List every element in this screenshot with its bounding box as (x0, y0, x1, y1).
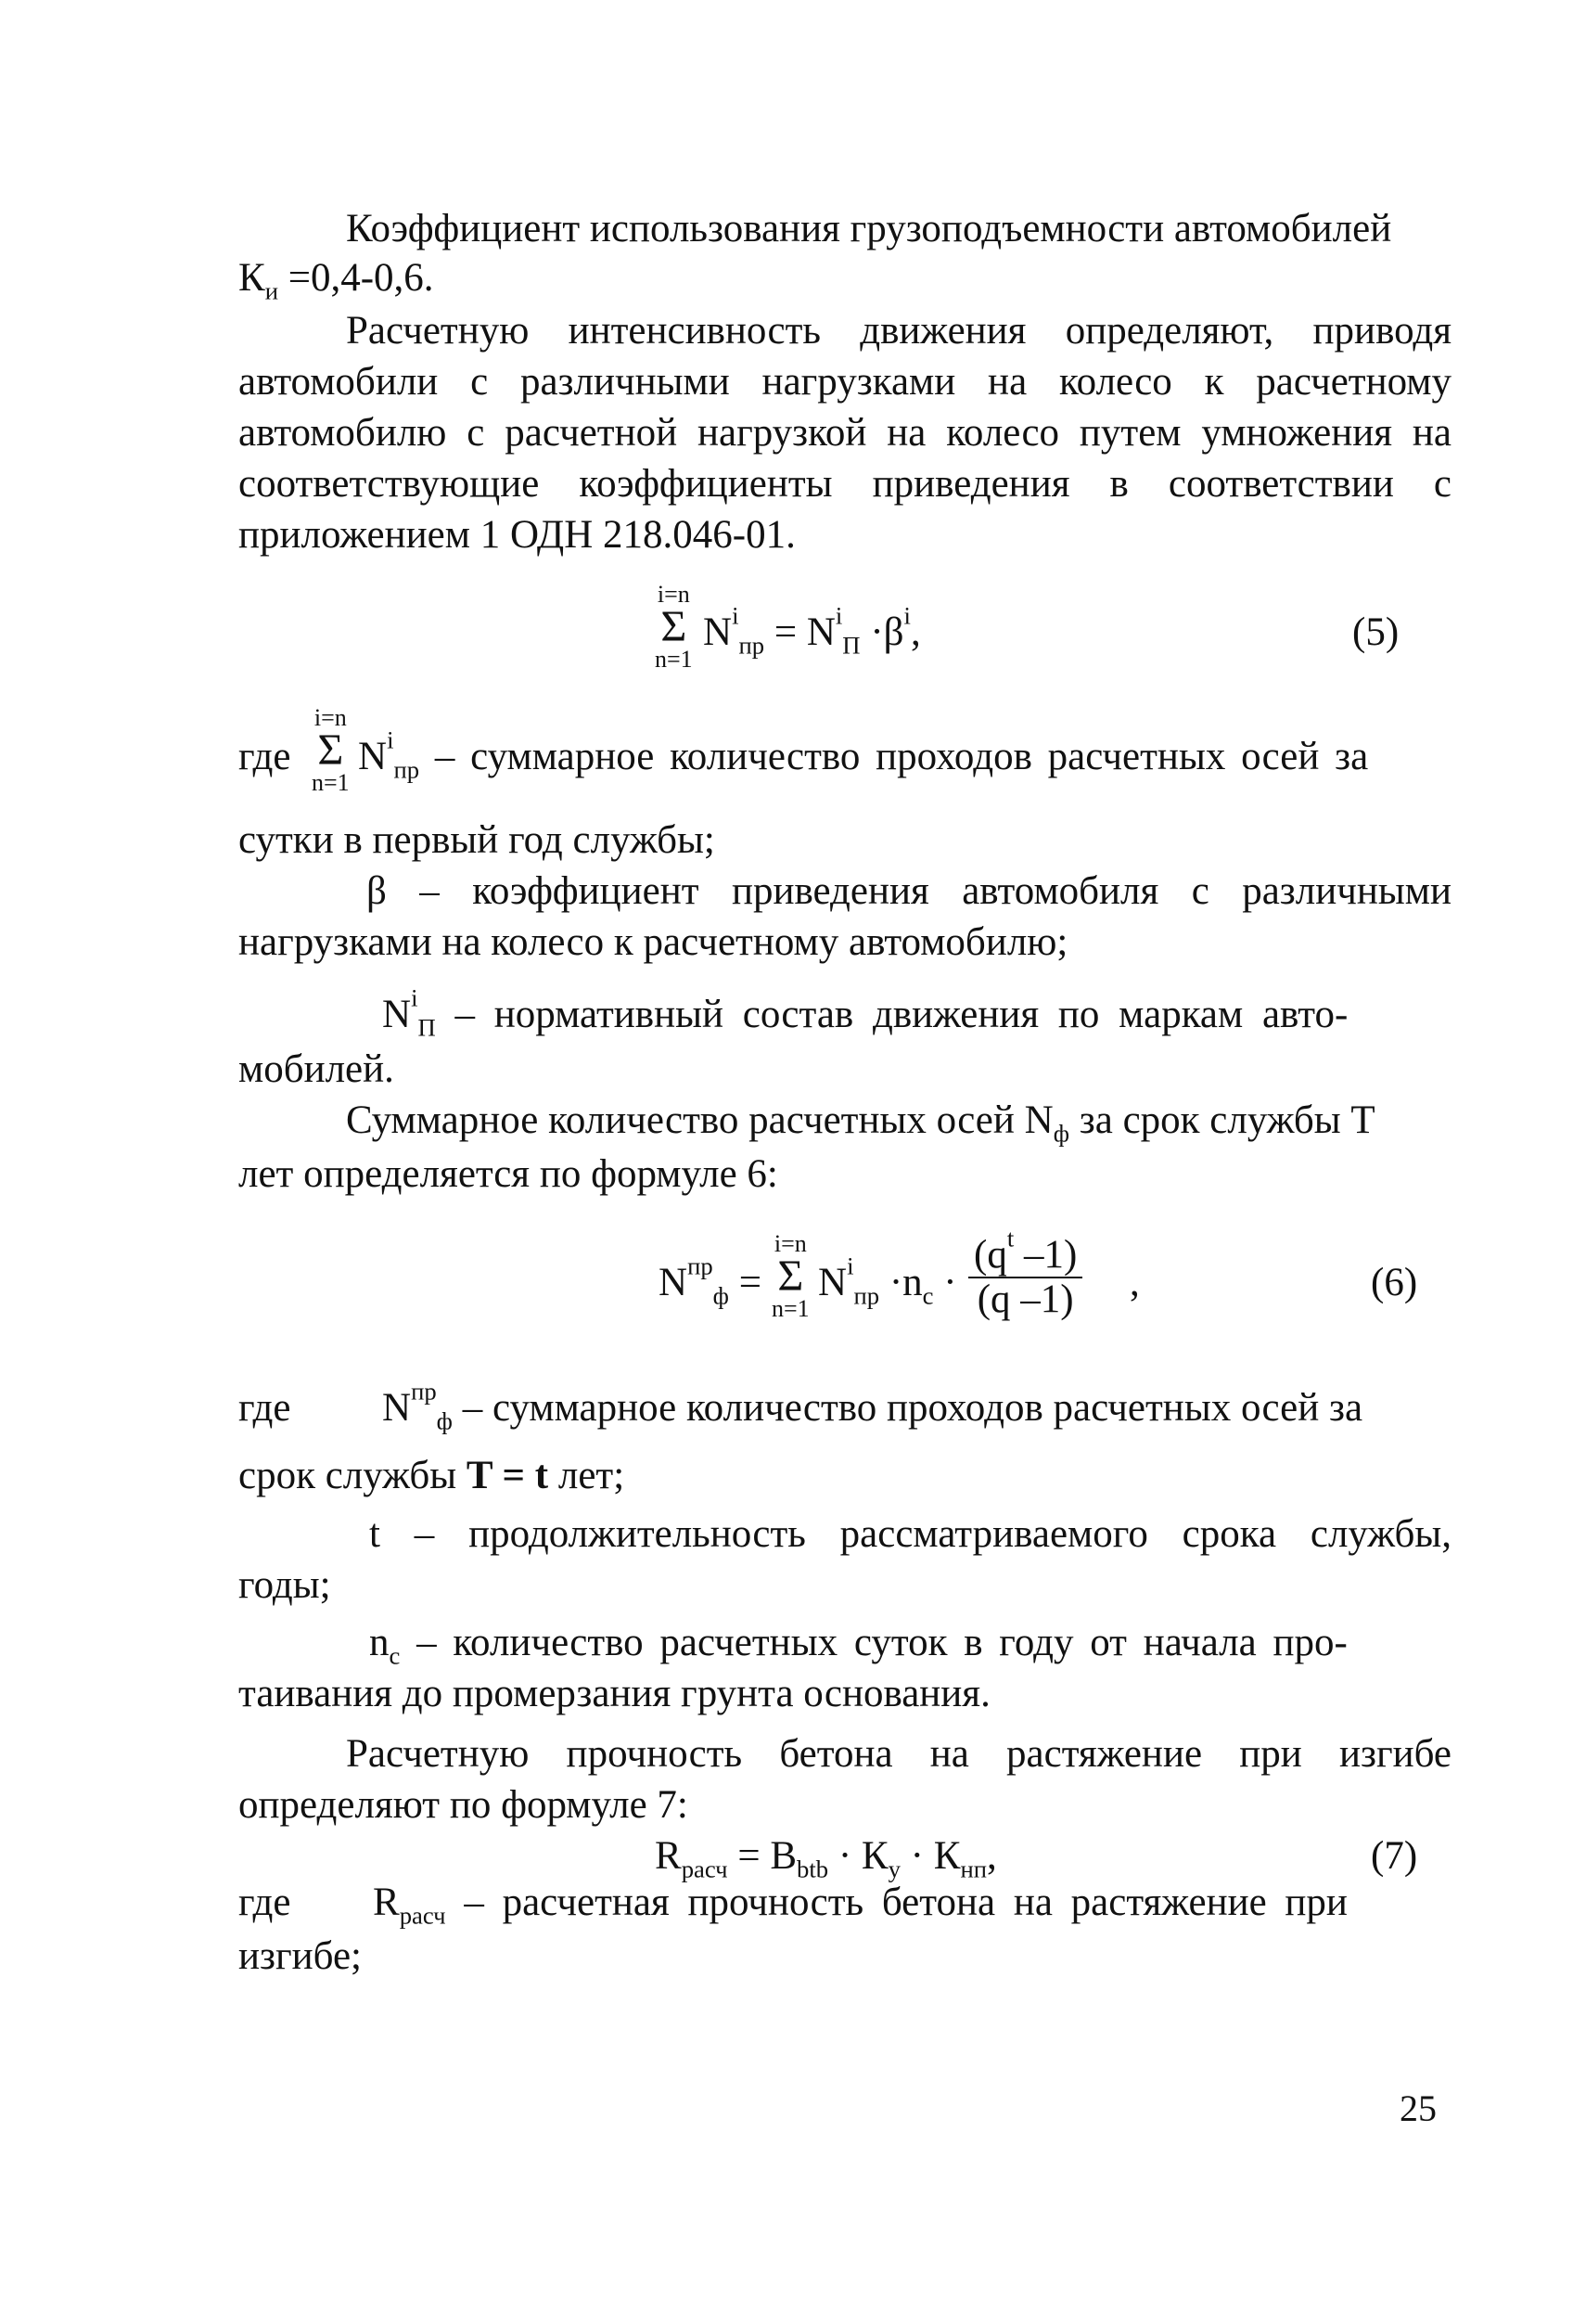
page-number: 25 (1400, 2087, 1437, 2129)
nf-sup: пр (687, 1252, 713, 1280)
n-sup: i (387, 725, 394, 754)
equation-number-7: (7) (1371, 1834, 1418, 1878)
definition-text: – расчетная прочность бетона на растяжение при (445, 1881, 1348, 1924)
sum-symbol: Σ (660, 602, 687, 651)
definition-t-line: t – продолжительность рассматриваемого срока службы, (369, 1512, 1452, 1556)
nf-sup: пр (411, 1377, 437, 1406)
comma: , (910, 610, 921, 654)
paragraph-2-line-4: соответствующие коэффициенты приведения в соответствии с (238, 462, 1452, 506)
multiply-dot: · (943, 1261, 957, 1304)
text: лет; (548, 1454, 625, 1497)
formula-5-sum (655, 583, 693, 672)
nf-sub: ф (712, 1281, 729, 1310)
nf-sub: ф (1053, 1119, 1069, 1148)
definition-sum-line (358, 725, 1452, 784)
formula-5-body (703, 601, 921, 660)
equation-number-6: (6) (1371, 1261, 1418, 1304)
nc-sub: с (922, 1281, 934, 1310)
definition-text: – количество расчетных суток в году от начала про- (400, 1621, 1348, 1664)
nc-symbol: n (369, 1621, 390, 1664)
n-sub: пр (738, 631, 765, 660)
formula-6-sum (772, 1232, 810, 1321)
definition-sum (312, 706, 350, 795)
sum-upper-limit: i=n (774, 1230, 807, 1257)
r-sub: расч (681, 1855, 728, 1883)
text: Суммарное количество расчетных осей N (346, 1098, 1054, 1142)
paragraph-1-line-1: Коэффициент использования грузоподъемности автомобилей (346, 207, 1392, 250)
equation-number-5: (5) (1352, 610, 1400, 654)
nc-symbol: n (902, 1261, 923, 1304)
definition-beta-line: β – коэффициент приведения автомобиля с различными (366, 869, 1452, 913)
n-symbol: N (358, 735, 388, 778)
n-sub: пр (393, 755, 420, 784)
nf-symbol: N (382, 1386, 412, 1430)
b-sub: btb (797, 1855, 829, 1883)
where-label-2: где (238, 1386, 291, 1430)
np-sup: i (835, 601, 843, 630)
sum-lower-limit: n=1 (772, 1295, 810, 1322)
r-symbol: R (373, 1881, 400, 1924)
definition-text: – суммарное количество проходов расчетных осей за (419, 735, 1369, 778)
multiply-dot: · (870, 610, 884, 654)
where-label-3: где (238, 1881, 291, 1924)
n-sub: пр (853, 1281, 880, 1310)
formula-7-body (655, 1832, 997, 1881)
np-sub: П (842, 631, 861, 660)
text: (q (974, 1233, 1007, 1277)
definition-np-cont: мобилей. (238, 1047, 394, 1091)
knp-sub: нп (960, 1855, 987, 1883)
comma: , (986, 1834, 997, 1878)
n-sup: i (732, 601, 739, 630)
definition-text: – суммарное количество проходов расчетных осей за (452, 1386, 1363, 1430)
where-label-1: где (238, 735, 291, 778)
paragraph-3-line-2: лет определяется по формуле 6: (238, 1152, 778, 1196)
np-symbol: N (806, 610, 836, 654)
text: срок службы (238, 1454, 467, 1497)
definition-nc-line (369, 1619, 1452, 1670)
paragraph-2-line-2: автомобили с различными нагрузками на колесо к расчетному (238, 360, 1452, 404)
equals-sign: = (774, 610, 798, 654)
beta-sup: i (903, 601, 911, 630)
ky-symbol: К (861, 1834, 889, 1878)
definition-r-line (373, 1879, 1452, 1930)
k-range: =0,4-0,6. (277, 256, 434, 300)
definition-nf-cont (238, 1452, 624, 1500)
beta-symbol: β (883, 610, 904, 654)
nc-sub: с (389, 1641, 401, 1670)
sum-symbol: Σ (777, 1252, 804, 1301)
b-symbol: B (770, 1834, 798, 1878)
paragraph-1-line-2 (238, 254, 434, 305)
definition-nf-line (382, 1377, 1363, 1435)
multiply-dot: · (838, 1834, 852, 1878)
paragraph-2-line-3: автомобилю с расчетной нагрузкой на колесо путем умножения на (238, 411, 1452, 455)
sum-lower-limit: n=1 (312, 769, 350, 796)
text: –1) (1014, 1233, 1078, 1277)
np-symbol: N (382, 993, 412, 1036)
np-sub: П (417, 1013, 436, 1042)
n-symbol: N (818, 1261, 848, 1304)
fraction-denominator: (q –1) (977, 1278, 1074, 1321)
equals-sign: = (737, 1834, 761, 1878)
sum-upper-limit: i=n (313, 704, 347, 731)
paragraph-2-line-1: Расчетную интенсивность движения определяют, приводя (346, 309, 1452, 353)
definition-np-line (382, 983, 1452, 1042)
k-subscript: и (264, 276, 278, 305)
r-symbol: R (655, 1834, 682, 1878)
knp-symbol: К (933, 1834, 961, 1878)
formula-6-body (818, 1252, 957, 1310)
np-sup: i (411, 983, 418, 1012)
ky-sub: у (888, 1855, 901, 1883)
service-period: T = t (466, 1454, 549, 1497)
equals-sign: = (738, 1261, 761, 1304)
formula-6-fraction (968, 1224, 1082, 1321)
nf-sub: ф (436, 1406, 453, 1435)
formula-6-lhs (659, 1252, 761, 1310)
formula-6-comma: , (1130, 1261, 1140, 1304)
r-sub: расч (399, 1901, 446, 1930)
sum-upper-limit: i=n (657, 581, 690, 608)
text: за срок службы Т (1069, 1098, 1375, 1142)
t-sup: t (1006, 1224, 1015, 1252)
n-sup: i (847, 1252, 854, 1280)
nf-symbol: N (659, 1261, 688, 1304)
sum-lower-limit: n=1 (655, 646, 693, 673)
definition-beta-cont: нагрузками на колесо к расчетному автомобилю; (238, 920, 1068, 964)
definition-r-cont: изгибе; (238, 1934, 362, 1978)
definition-t-cont: годы; (238, 1563, 331, 1607)
paragraph-2-line-5: приложением 1 ОДН 218.046-01. (238, 513, 796, 557)
paragraph-3-line-1 (346, 1097, 1375, 1148)
multiply-dot: · (889, 1261, 903, 1304)
paragraph-4-line-1: Расчетную прочность бетона на растяжение при изгибе (346, 1732, 1452, 1776)
multiply-dot: · (910, 1834, 924, 1878)
definition-sum-cont: сутки в первый год службы; (238, 818, 715, 862)
k-symbol: К (238, 256, 265, 300)
paragraph-4-line-2: определяют по формуле 7: (238, 1783, 688, 1827)
definition-nc-cont: таивания до промерзания грунта основания. (238, 1672, 991, 1715)
definition-text: – нормативный состав движения по маркам авто- (435, 993, 1349, 1036)
sum-symbol: Σ (317, 725, 344, 775)
fraction-numerator (968, 1224, 1082, 1278)
n-symbol: N (703, 610, 733, 654)
